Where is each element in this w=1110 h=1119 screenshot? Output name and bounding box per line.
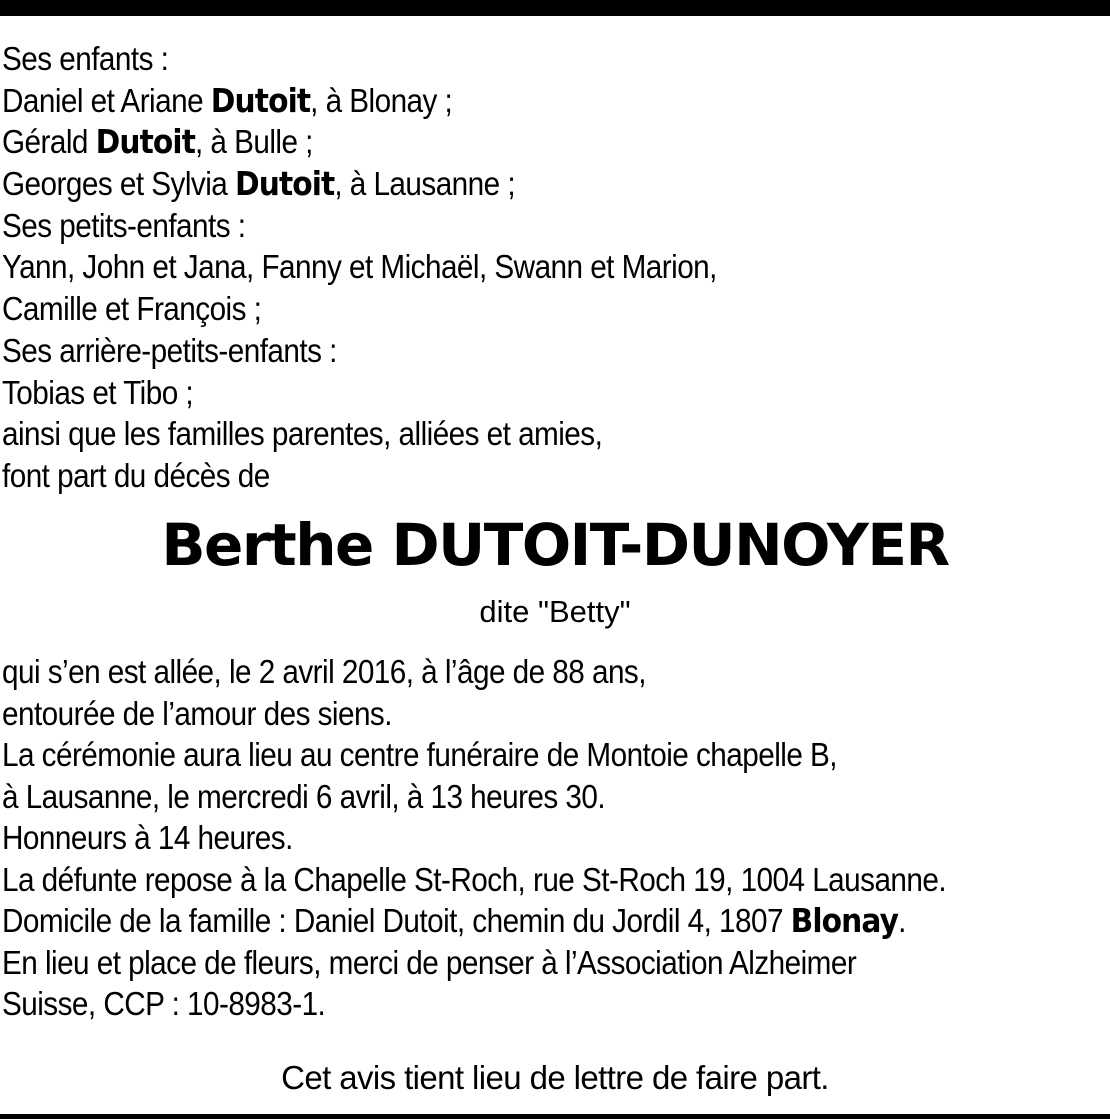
closing-note: Cet avis tient lieu de lettre de faire part.: [281, 1059, 829, 1096]
announce-line: font part du décès de: [2, 456, 270, 494]
domicile-suffix: .: [898, 902, 906, 939]
child-names: Gérald: [2, 123, 88, 161]
child-names: Daniel et Ariane: [2, 81, 204, 119]
family-list: [2, 38, 997, 497]
domicile-town: Blonay: [790, 901, 899, 940]
details-line-8: En lieu et place de fleurs, merci de penser à l’Association Alzheimer: [2, 943, 857, 981]
greatgrandchildren-heading: Ses arrière-petits-enfants :: [2, 331, 337, 369]
bottom-border-rule: [0, 1114, 1110, 1119]
child-surname: Dutoit: [210, 80, 311, 120]
grandchildren-heading: Ses petits-enfants :: [2, 206, 246, 244]
child-names: Georges et Sylvia: [2, 165, 228, 203]
child-surname: Dutoit: [234, 164, 335, 204]
child-place: , à Blonay ;: [310, 81, 453, 119]
top-border-rule: [0, 0, 1110, 16]
greatgrandchildren-names: Tobias et Tibo ;: [2, 373, 194, 411]
grandchildren-line-2: Camille et François ;: [2, 290, 262, 328]
details-line-9: Suisse, CCP : 10-8983-1.: [2, 985, 326, 1022]
child-surname: Dutoit: [95, 122, 196, 162]
child-line-gerald: [2, 121, 997, 163]
child-place: , à Bulle ;: [195, 123, 313, 161]
children-heading: Ses enfants :: [2, 40, 169, 77]
details-line-3: La cérémonie aura lieu au centre funéraire de Montoie chapelle B,: [2, 736, 837, 773]
deceased-name: Berthe DUTOIT-DUNOYER: [161, 511, 949, 579]
domicile-prefix: Domicile de la famille : Daniel Dutoit, chemin du Jordil 4, 1807: [2, 902, 791, 939]
relatives-line: ainsi que les familles parentes, alliées et amies,: [2, 415, 603, 453]
details-line-4: à Lausanne, le mercredi 6 avril, à 13 heures 30.: [2, 777, 606, 815]
details-line-2: entourée de l’amour des siens.: [2, 694, 392, 732]
child-line-georges: [2, 163, 997, 205]
grandchildren-line-1: Yann, John et Jana, Fanny et Michaël, Swann et Marion,: [2, 248, 717, 286]
ceremony-details: [2, 651, 997, 1025]
details-line-6: La défunte repose à la Chapelle St-Roch, rue St-Roch 19, 1004 Lausanne.: [2, 860, 947, 898]
child-place: , à Lausanne ;: [334, 165, 516, 203]
deceased-nickname: dite "Betty": [479, 594, 631, 629]
details-line-5: Honneurs à 14 heures.: [2, 819, 293, 856]
child-line-daniel: [2, 80, 997, 122]
details-line-1: qui s’en est allée, le 2 avril 2016, à l’âge de 88 ans,: [2, 653, 646, 690]
details-line-7: [2, 900, 997, 942]
